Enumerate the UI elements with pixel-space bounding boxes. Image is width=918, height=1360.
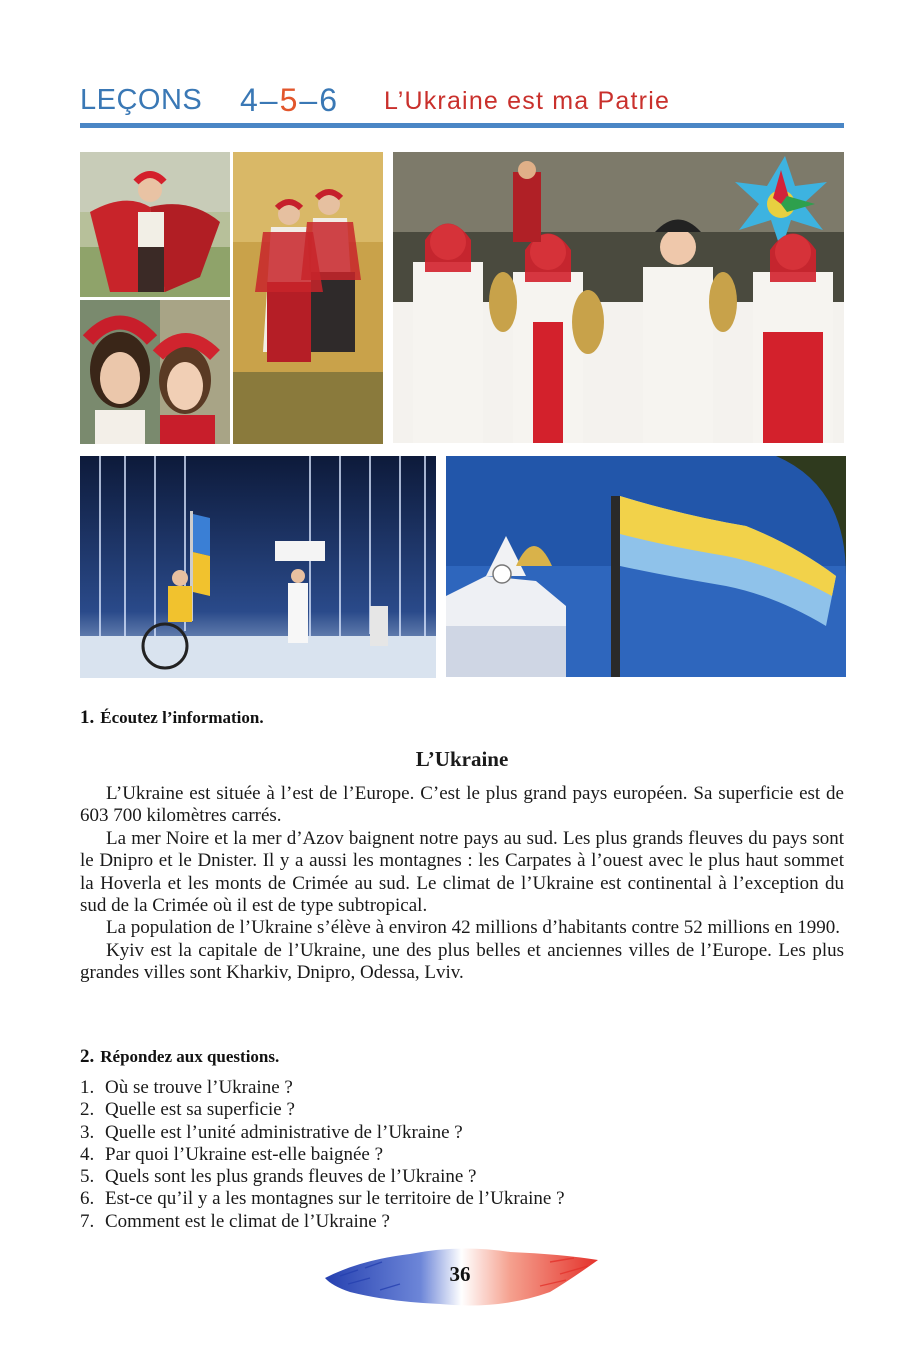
question-number: 6. xyxy=(80,1188,95,1210)
question-list xyxy=(80,1077,844,1233)
exercise-2-instruction: Répondez aux questions. xyxy=(100,1047,280,1066)
photo-two-women xyxy=(233,152,383,444)
question-item xyxy=(80,1122,844,1144)
flag-illustration xyxy=(446,456,846,677)
article-body xyxy=(80,783,844,985)
question-text: Est-ce qu’il y a les montagnes sur le territoire de l’Ukraine ? xyxy=(105,1188,565,1210)
lesson-number-first: 4– xyxy=(240,82,280,118)
question-item xyxy=(80,1099,844,1121)
photo-olympics xyxy=(80,456,436,678)
question-number: 4. xyxy=(80,1143,95,1165)
two-women-illustration xyxy=(233,152,383,444)
carolers-illustration xyxy=(393,152,844,443)
dancer-illustration xyxy=(80,152,230,297)
lessons-label: LEÇONS xyxy=(80,84,203,116)
page-footer xyxy=(320,1240,600,1315)
article-paragraph: La mer Noire et la mer d’Azov baignent notre pays au sud. Les plus grands fleuves du pays sont le Dnipro et le Dnister. Il y a aussi les montagnes : les Carpates à l’ouest avec le plus haut sommet la Hoverla et les monts de Crimée au sud. Le climat de l’Ukraine est continental à l’exception du sud de la Crimée où il est de type subtropical. xyxy=(80,827,844,917)
question-number: 1. xyxy=(80,1077,95,1098)
exercise-1-number: 1. xyxy=(80,707,95,728)
question-item xyxy=(80,1166,844,1188)
lesson-numbers xyxy=(240,82,339,119)
article-paragraph: La population de l’Ukraine s’élève à environ 42 millions d’habitants contre 52 millions en 1990. xyxy=(106,917,840,939)
article-paragraph: Kyiv est la capitale de l’Ukraine, une des plus belles et anciennes villes de l’Europe. Les plus grandes villes sont Kharkiv, Dnipro, Odessa, Lviv. xyxy=(80,939,844,984)
question-text: Par quoi l’Ukraine est-elle baignée ? xyxy=(105,1143,384,1165)
lesson-number-middle: 5 xyxy=(279,82,300,118)
olympics-illustration xyxy=(80,456,436,678)
question-item xyxy=(80,1211,844,1233)
question-number: 3. xyxy=(80,1121,95,1143)
question-item xyxy=(80,1144,844,1166)
question-item xyxy=(80,1188,844,1210)
lesson-header xyxy=(80,84,844,128)
question-item xyxy=(80,1077,844,1099)
lesson-number-last: –6 xyxy=(299,82,339,118)
question-number: 2. xyxy=(80,1099,95,1121)
wreaths-illustration xyxy=(80,300,230,444)
question-text: Comment est le climat de l’Ukraine ? xyxy=(105,1210,390,1232)
question-text: Où se trouve l’Ukraine ? xyxy=(105,1077,293,1098)
question-number: 7. xyxy=(80,1210,95,1232)
article-title: L’Ukraine xyxy=(415,747,509,771)
page-number: 36 xyxy=(449,1262,471,1286)
exercise-2-heading xyxy=(80,1046,279,1068)
question-text: Quelle est l’unité administrative de l’Ukraine ? xyxy=(105,1121,463,1143)
question-number: 5. xyxy=(80,1166,95,1188)
exercise-2-number: 2. xyxy=(80,1046,95,1067)
lesson-title: L’Ukraine est ma Patrie xyxy=(384,87,671,115)
question-text: Quelle est sa superficie ? xyxy=(105,1099,295,1121)
photo-wreaths xyxy=(80,300,230,444)
header-divider xyxy=(80,123,844,128)
photo-carolers xyxy=(393,152,844,443)
question-text: Quels sont les plus grands fleuves de l’Ukraine ? xyxy=(105,1166,477,1188)
article-paragraph: L’Ukraine est située à l’est de l’Europe. C’est le plus grand pays européen. Sa superficie est de 603 700 kilomètres carrés. xyxy=(80,783,844,827)
exercise-1-instruction: Écoutez l’information. xyxy=(100,708,264,727)
exercise-1-heading xyxy=(80,707,264,729)
photo-flag xyxy=(446,456,846,677)
photo-dancer xyxy=(80,152,230,297)
